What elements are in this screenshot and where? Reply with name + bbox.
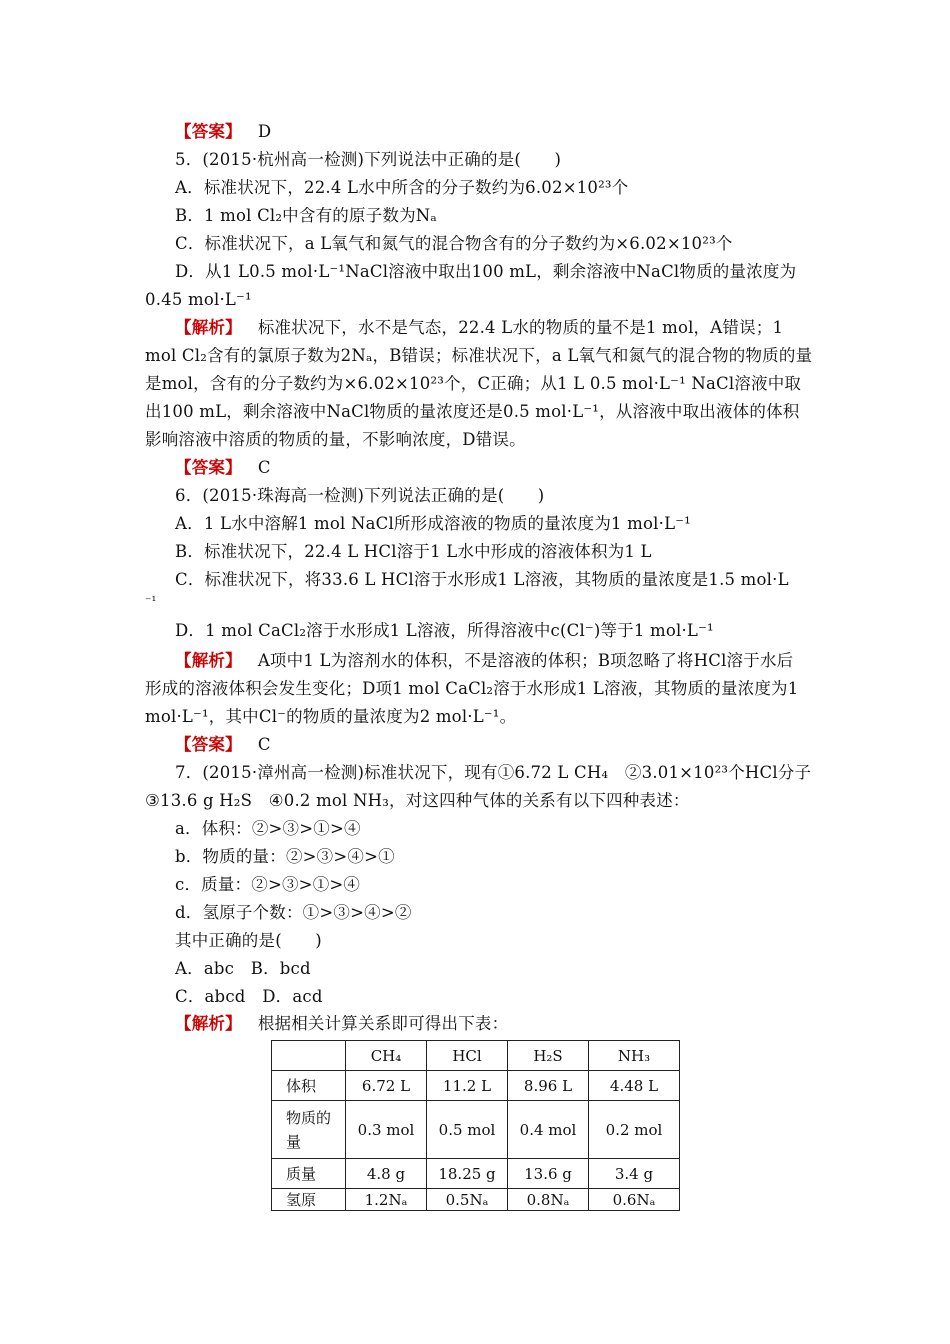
- table-row-header: 物质的量: [272, 1101, 346, 1159]
- q5-option-b: B．1 mol Cl₂中含有的原子数为Nₐ: [175, 206, 437, 225]
- table-header-cell: H₂S: [508, 1041, 589, 1071]
- q5-answer: [175, 457, 271, 479]
- q7-statement-c: c．质量：②>③>①>④: [175, 875, 361, 894]
- table-cell: 0.5Nₐ: [427, 1189, 508, 1211]
- answer-label-q4: [175, 121, 271, 143]
- answer-text: C: [257, 458, 271, 477]
- table-cell: 18.25 g: [427, 1159, 508, 1189]
- table-header-cell: [272, 1041, 346, 1071]
- q6-analysis: [175, 650, 793, 672]
- q5-analysis-line-2: mol Cl₂含有的氯原子数为2Nₐ，B错误；标准状况下，a L氧气和氮气的混合物的物质的量: [145, 346, 813, 365]
- analysis-text: A项中1 L为溶剂水的体积，不是溶液的体积；B项忽略了将HCl溶于水后: [257, 651, 794, 670]
- table-cell: 0.3 mol: [346, 1101, 427, 1159]
- table-cell: 0.6Nₐ: [589, 1189, 680, 1211]
- q5-option-a: A．标准状况下，22.4 L水中所含的分子数约为6.02×10²³个: [175, 178, 629, 197]
- q5-analysis-line-3: 是mol，含有的分子数约为×6.02×10²³个，C正确；从1 L 0.5 mol·L⁻¹ NaCl溶液中取: [145, 374, 802, 393]
- table-cell: 4.8 g: [346, 1159, 427, 1189]
- q6-option-c-cont: ⁻¹: [145, 594, 157, 608]
- question-7-stem-cont: ③13.6 g H₂S ④0.2 mol NH₃，对这四种气体的关系有以下四种表述：: [145, 791, 690, 810]
- question-7-stem: 7．(2015·漳州高一检测)标准状况下，现有①6.72 L CH₄ ②3.01×10²³个HCl分子: [175, 763, 812, 782]
- table-header-cell: HCl: [427, 1041, 508, 1071]
- table-header-cell: NH₃: [589, 1041, 680, 1071]
- table-cell: 13.6 g: [508, 1159, 589, 1189]
- q6-option-a: A．1 L水中溶解1 mol NaCl所形成溶液的物质的量浓度为1 mol·L⁻¹: [175, 514, 691, 533]
- answer-text: D: [257, 122, 272, 141]
- q5-analysis-line-4: 出100 mL，剩余溶液中NaCl物质的量浓度还是0.5 mol·L⁻¹，从溶液中取出液体的体积: [145, 402, 800, 421]
- table-cell: 0.4 mol: [508, 1101, 589, 1159]
- result-table: [271, 1040, 680, 1211]
- q6-option-c: C．标准状况下，将33.6 L HCl溶于水形成1 L溶液，其物质的量浓度是1.5 mol·L: [175, 570, 789, 589]
- table-cell: 1.2Nₐ: [346, 1189, 427, 1211]
- table-cell: 0.5 mol: [427, 1101, 508, 1159]
- analysis-tag: 【解析】: [175, 1014, 242, 1033]
- q5-option-c: C．标准状况下，a L氧气和氮气的混合物含有的分子数约为×6.02×10²³个: [175, 234, 733, 253]
- q5-option-d-cont: 0.45 mol·L⁻¹: [145, 290, 252, 309]
- table-header-row: [272, 1041, 680, 1071]
- table-row-header: 质量: [272, 1159, 346, 1189]
- table-cell: 3.4 g: [589, 1159, 680, 1189]
- table-header-cell: CH₄: [346, 1041, 427, 1071]
- answer-tag: 【答案】: [175, 458, 242, 477]
- q7-statement-a: a．体积：②>③>①>④: [175, 819, 361, 838]
- q5-analysis-line-5: 影响溶液中溶质的物质的量，不影响浓度，D错误。: [145, 430, 526, 449]
- q5-option-d: D．从1 L0.5 mol·L⁻¹NaCl溶液中取出100 mL，剩余溶液中NaCl物质的量浓度为: [175, 262, 797, 281]
- table-cell: 0.8Nₐ: [508, 1189, 589, 1211]
- q6-answer: [175, 734, 271, 756]
- q6-option-b: B．标准状况下，22.4 L HCl溶于1 L水中形成的溶液体积为1 L: [175, 542, 652, 561]
- analysis-tag: 【解析】: [175, 318, 242, 337]
- table-row: [272, 1071, 680, 1101]
- table-cell: 0.2 mol: [589, 1101, 680, 1159]
- analysis-tag: 【解析】: [175, 651, 242, 670]
- table-row: [272, 1101, 680, 1159]
- q7-statement-b: b．物质的量：②>③>④>①: [175, 847, 395, 866]
- question-6-stem: 6．(2015·珠海高一检测)下列说法正确的是( ): [175, 486, 545, 505]
- q7-statement-d: d．氢原子个数：①>③>④>②: [175, 903, 412, 922]
- analysis-text: 标准状况下，水不是气态，22.4 L水的物质的量不是1 mol，A错误；1: [257, 318, 784, 337]
- table-cell: 11.2 L: [427, 1071, 508, 1101]
- answer-text: C: [257, 735, 271, 754]
- answer-tag: 【答案】: [175, 122, 242, 141]
- table-row: [272, 1159, 680, 1189]
- table-row-header: 体积: [272, 1071, 346, 1101]
- q6-analysis-line-2: 形成的溶液体积会发生变化；D项1 mol CaCl₂溶于水形成1 L溶液，其物质的量浓度为1: [145, 679, 799, 698]
- q7-options-ab: A．abc B．bcd: [175, 959, 311, 978]
- table-row-header: 氢原: [272, 1189, 346, 1211]
- q7-options-cd: C．abcd D．acd: [175, 987, 323, 1006]
- q6-option-d: D．1 mol CaCl₂溶于水形成1 L溶液，所得溶液中c(Cl⁻)等于1 mol·L⁻¹: [175, 621, 714, 640]
- answer-tag: 【答案】: [175, 735, 242, 754]
- question-5-stem: 5．(2015·杭州高一检测)下列说法中正确的是( ): [175, 150, 562, 169]
- table-cell: 4.48 L: [589, 1071, 680, 1101]
- q5-analysis: [175, 317, 783, 339]
- table-cell: 6.72 L: [346, 1071, 427, 1101]
- q6-analysis-line-3: mol·L⁻¹，其中Cl⁻的物质的量浓度为2 mol·L⁻¹。: [145, 707, 517, 726]
- analysis-text: 根据相关计算关系即可得出下表：: [257, 1014, 509, 1033]
- q7-analysis: [175, 1013, 508, 1035]
- table-row: [272, 1189, 680, 1211]
- q7-question: 其中正确的是( ): [175, 931, 322, 950]
- table-cell: 8.96 L: [508, 1071, 589, 1101]
